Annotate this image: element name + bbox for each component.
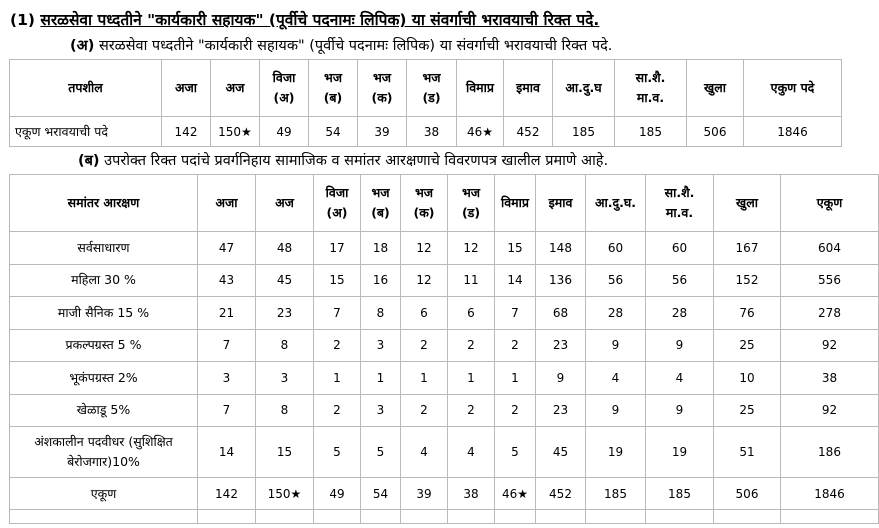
table-row [10, 427, 879, 478]
table-cell: 2 [495, 394, 536, 427]
column-header: विमाप्र [457, 60, 504, 117]
section-number: (1) [10, 11, 35, 29]
table-cell: 15 [495, 232, 536, 265]
row-label: खेळाडू 5% [10, 394, 198, 427]
column-header: आ.दु.घ [553, 60, 615, 117]
table-cell: 56 [586, 264, 646, 297]
table-cell: 4 [586, 362, 646, 395]
column-header: अजा [198, 175, 256, 232]
table-cell: 1 [495, 362, 536, 395]
table-cell: 7 [198, 394, 256, 427]
table-cell: 142 [162, 117, 211, 147]
table-cell: 8 [361, 297, 401, 330]
table-cell: 45 [536, 427, 586, 478]
table-cell: 2 [495, 329, 536, 362]
table-cell: 2 [401, 394, 448, 427]
table-row-cutoff [10, 510, 879, 524]
table-row [10, 362, 879, 395]
column-header: भज (क) [358, 60, 407, 117]
subsection-b-marker: (ब) [78, 153, 100, 169]
table-cell: 14 [198, 427, 256, 478]
table-cell: 25 [714, 394, 781, 427]
table-cell: 39 [401, 478, 448, 510]
column-header: एकूण [781, 175, 879, 232]
subsection-a-marker: (अ) [70, 38, 95, 54]
table-cell: 1 [361, 362, 401, 395]
table-cell: 556 [781, 264, 879, 297]
table-cell: 8 [256, 329, 314, 362]
table-cell: 452 [536, 478, 586, 510]
table-cell: 7 [314, 297, 361, 330]
table-cell: 506 [687, 117, 744, 147]
column-header: खुला [687, 60, 744, 117]
table-cell: 45 [256, 264, 314, 297]
subsection-a-title: सरळसेवा पध्दतीने "कार्यकारी सहायक" (पूर्वीचे पदनामः लिपिक) या संवर्गाची भरावयाची रिक्त पदे. [98, 38, 613, 54]
table-cell: 506 [714, 478, 781, 510]
table-cell: 68 [536, 297, 586, 330]
table-cell: 76 [714, 297, 781, 330]
column-header: अज [256, 175, 314, 232]
table-row [10, 264, 879, 297]
column-header: एकुण पदे [744, 60, 842, 117]
table-cell: 49 [260, 117, 309, 147]
table-cell: 38 [448, 478, 495, 510]
table-cell: 16 [361, 264, 401, 297]
table-cell: 9 [536, 362, 586, 395]
table-cell: 12 [401, 232, 448, 265]
table-cell: 60 [586, 232, 646, 265]
row-label: माजी सैनिक 15 % [10, 297, 198, 330]
column-header: अजा [162, 60, 211, 117]
table-cell: 604 [781, 232, 879, 265]
table-cell: 25 [714, 329, 781, 362]
table-cell: 21 [198, 297, 256, 330]
table-cell: 136 [536, 264, 586, 297]
vacancy-summary-table [9, 59, 842, 147]
table-cell: 150★ [256, 478, 314, 510]
column-header: तपशील [10, 60, 162, 117]
table-cell: 167 [714, 232, 781, 265]
table-cell: 3 [198, 362, 256, 395]
column-header: इमाव [536, 175, 586, 232]
row-label: अंशकालीन पदवीधर (सुशिक्षित बेरोजगार)10% [10, 427, 198, 478]
table-cell: 5 [495, 427, 536, 478]
table-cell: 15 [314, 264, 361, 297]
table-cell: 9 [646, 394, 714, 427]
table-cell: 48 [256, 232, 314, 265]
subsection-b-title: उपरोक्त रिक्त पदांचे प्रवर्गनिहाय सामाजिक व समांतर आरक्षणाचे विवरणपत्र खालील प्रमाणे आहे. [104, 153, 609, 169]
table-cell: 185 [553, 117, 615, 147]
table-cell: 1 [314, 362, 361, 395]
column-header: सा.शै. मा.व. [646, 175, 714, 232]
table-cell: 1846 [781, 478, 879, 510]
table-cell: 150★ [211, 117, 260, 147]
table-cell: 185 [586, 478, 646, 510]
table-cell: 23 [536, 394, 586, 427]
column-header: अज [211, 60, 260, 117]
table-cell: 6 [401, 297, 448, 330]
table-cell: 186 [781, 427, 879, 478]
table-cell: 14 [495, 264, 536, 297]
table-cell: 18 [361, 232, 401, 265]
table-cell: 4 [448, 427, 495, 478]
table-cell: 7 [495, 297, 536, 330]
table-cell: 8 [256, 394, 314, 427]
table-cell: 5 [361, 427, 401, 478]
table-cell: 92 [781, 329, 879, 362]
table-row [10, 329, 879, 362]
table-cell: 12 [448, 232, 495, 265]
table-cell: 54 [309, 117, 358, 147]
table-cell: 92 [781, 394, 879, 427]
table-cell: 3 [361, 394, 401, 427]
table-row [10, 297, 879, 330]
column-header: विमाप्र [495, 175, 536, 232]
table-row [10, 117, 842, 147]
column-header: भज (ब) [361, 175, 401, 232]
table-cell: 3 [361, 329, 401, 362]
table-row [10, 478, 879, 510]
column-header: भज (क) [401, 175, 448, 232]
table-cell: 38 [407, 117, 457, 147]
column-header: भज (ड) [407, 60, 457, 117]
table-cell: 23 [256, 297, 314, 330]
table-cell: 51 [714, 427, 781, 478]
table-cell: 43 [198, 264, 256, 297]
column-header: आ.दु.घ. [586, 175, 646, 232]
row-label: भूकंपग्रस्त 2% [10, 362, 198, 395]
table-header-row [10, 60, 842, 117]
column-header: विजा (अ) [314, 175, 361, 232]
table-cell: 2 [314, 329, 361, 362]
reservation-breakdown-table [9, 174, 879, 524]
table-cell: 15 [256, 427, 314, 478]
table-cell: 1 [401, 362, 448, 395]
table-cell: 4 [646, 362, 714, 395]
section-heading [10, 10, 599, 30]
row-label: सर्वसाधारण [10, 232, 198, 265]
column-header: भज (ब) [309, 60, 358, 117]
table-cell: 46★ [495, 478, 536, 510]
table-cell: 1846 [744, 117, 842, 147]
table-cell: 4 [401, 427, 448, 478]
table-cell: 19 [586, 427, 646, 478]
row-label: एकूण [10, 478, 198, 510]
table-cell: 56 [646, 264, 714, 297]
table-header-row [10, 175, 879, 232]
table-cell: 54 [361, 478, 401, 510]
table-cell: 185 [646, 478, 714, 510]
table-cell: 49 [314, 478, 361, 510]
column-header: खुला [714, 175, 781, 232]
table-cell: 278 [781, 297, 879, 330]
table-cell: 142 [198, 478, 256, 510]
table-row [10, 394, 879, 427]
section-title: सरळसेवा पध्दतीने "कार्यकारी सहायक" (पूर्वीचे पदनामः लिपिक) या संवर्गाची भरावयाची रिक्त पदे. [40, 11, 600, 29]
column-header: विजा (अ) [260, 60, 309, 117]
table-cell: 148 [536, 232, 586, 265]
column-header: इमाव [504, 60, 553, 117]
table-cell: 28 [646, 297, 714, 330]
table-cell: 38 [781, 362, 879, 395]
table-cell: 9 [586, 394, 646, 427]
table-cell: 2 [401, 329, 448, 362]
table-cell: 6 [448, 297, 495, 330]
table-cell: 12 [401, 264, 448, 297]
table-cell: 9 [586, 329, 646, 362]
table-cell: 2 [314, 394, 361, 427]
table-cell: 60 [646, 232, 714, 265]
table-cell: 1 [448, 362, 495, 395]
table-cell: 23 [536, 329, 586, 362]
row-label: प्रकल्पग्रस्त 5 % [10, 329, 198, 362]
table-cell: 185 [615, 117, 687, 147]
column-header: भज (ड) [448, 175, 495, 232]
table-cell: 452 [504, 117, 553, 147]
table-cell: 11 [448, 264, 495, 297]
table-cell: 9 [646, 329, 714, 362]
table-cell: 19 [646, 427, 714, 478]
column-header: समांतर आरक्षण [10, 175, 198, 232]
table-cell: 47 [198, 232, 256, 265]
subsection-b-heading [78, 152, 608, 170]
table-cell: 17 [314, 232, 361, 265]
table-cell: 39 [358, 117, 407, 147]
row-label: महिला 30 % [10, 264, 198, 297]
table-row [10, 232, 879, 265]
table-cell: 2 [448, 394, 495, 427]
table-cell: 28 [586, 297, 646, 330]
subsection-a-heading [70, 37, 612, 55]
table-cell: 7 [198, 329, 256, 362]
table-cell: 3 [256, 362, 314, 395]
row-label: एकूण भरावयाची पदे [10, 117, 162, 147]
table-cell: 5 [314, 427, 361, 478]
table-cell: 2 [448, 329, 495, 362]
table-cell: 46★ [457, 117, 504, 147]
column-header: सा.शै. मा.व. [615, 60, 687, 117]
table-cell: 10 [714, 362, 781, 395]
table-cell: 152 [714, 264, 781, 297]
